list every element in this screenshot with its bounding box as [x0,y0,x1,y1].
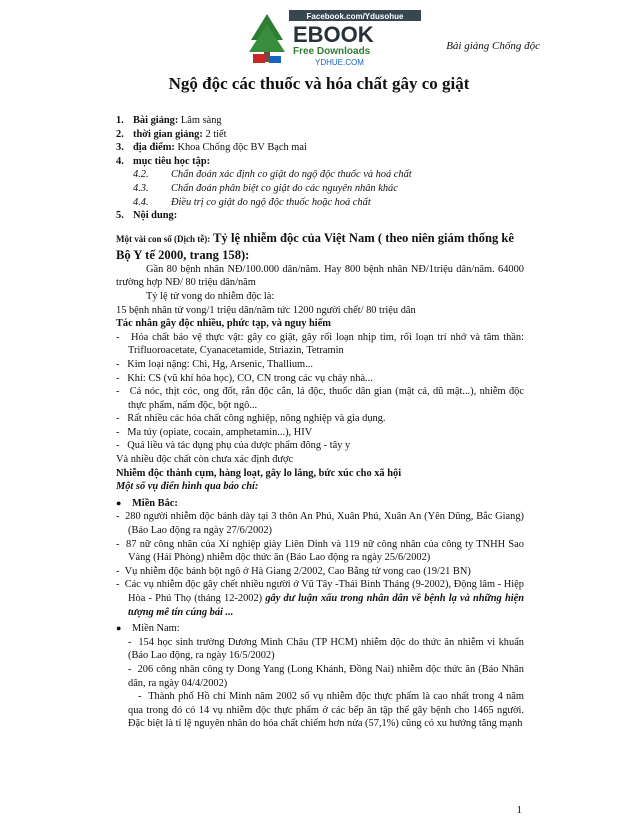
document-body [116,114,524,731]
objective-item: 4.2. Chẩn đoán xác định co giật do ngộ độc thuốc và hoá chất [133,169,412,181]
agent-item: - Ma túy (opiate, cocain, amphetamin...), HIV [116,426,313,438]
stats-paragraph: Gần 80 bệnh nhân NĐ/100.000 dân/năm. Hay 800 bệnh nhân NĐ/1triệu dân/năm. 64000 trường hợp NĐ/ 80 triệu dân/năm [116,263,524,289]
bullet-icon: ● [116,623,122,634]
header-course-title: Bài giảng Chống độc [446,40,540,52]
logo-top-text: Facebook.com/Ydusohue [306,12,404,21]
objective-item: 4.4. Điều trị co giật do ngộ độc thuốc hoặc hoá chất [133,196,371,208]
agent-item: - Cá nóc, thịt cóc, ong đốt, rắn độc cắn, lá độc, thuốc dân gian (mật cá, dũ mật...), nhiễm độc thực phẩm, nấm độc, bột ngô... [116,386,524,411]
north-item: - Vụ nhiễm độc bánh bột ngô ở Hà Giang 2/2002, Cao Bằng tử vong cao (19/21 BN) [116,565,471,577]
south-item: - 154 học sinh trường Dương Minh Châu (TP HCM) nhiễm độc do thức ăn nhiễm vi khuẩn (Báo Lao động, ra ngày 16/5/2002) [128,636,524,662]
page-title: Ngộ độc các thuốc và hóa chất gây co giật [168,74,470,93]
mass-heading: Nhiễm độc thành cụm, hàng loạt, gây lo lắng, bức xúc cho xã hội [116,467,402,479]
north-item: - Các vụ nhiễm độc gây chết nhiều người ở Vũ Tây -Thái Bình Tháng (9-2002), Động lâm - Hiệp Hòa - Phú Thọ (tháng 12-2002) gây dư luận xấu trong nhân dân về bệnh lạ và những hiện tượng mê tín cúng bái ... [116,579,524,618]
logo-sub-text: Free Downloads [293,46,371,57]
stats-heading: Một vài con số (Dịch tễ): Tỷ lệ nhiễm độc của Việt Nam ( theo niên giám thống kê Bộ Y tế 2000, trang 158): [116,230,515,262]
info-list [116,114,524,223]
agent-item: - Rất nhiều các hóa chất công nghiệp, nông nghiệp và gia dụng. [116,413,386,425]
mass-subheading: Một số vụ điển hình qua báo chí: [116,481,259,493]
agent-item: - Quá liều và tác dụng phụ của dược phẩm đông - tây y [116,440,351,452]
objective-item: 4.3. Chẩn đoán phân biệt co giật do các nguyên nhân khác [133,182,398,194]
bullet-icon: ● [116,497,122,508]
list-item: 4. mục tiêu học tập: [116,155,211,167]
stats-mortality-label: Tỷ lệ tử vong do nhiễm độc là: [146,290,275,302]
logo-main-text: EBOOK [293,22,374,47]
tree-icon [249,14,285,63]
north-item: - 280 người nhiễm độc bánh dày tại 3 thôn An Phú, Xuân Phú, Xuân An (Yên Dũng, Bắc Giang) (Báo Lao động ra ngày 27/6/2002) [116,511,525,537]
region-north: ● Miền Bắc: [116,497,178,509]
agents-heading: Tác nhân gây độc nhiều, phức tạp, và nguy hiểm [116,318,331,330]
ebook-logo [245,10,425,68]
list-item: 3. địa điểm: Khoa Chống độc BV Bạch mai [116,142,307,154]
list-item: 1. Bài giảng: Lâm sàng [116,115,222,126]
page-number: 1 [516,804,522,816]
stats-mortality: 15 bệnh nhân tử vong/1 triệu dân/năm tức 1200 người chết/ 80 triệu dân [116,304,416,316]
logo-url-text: YDHUE.COM [315,58,364,67]
list-item: 2. thời gian giảng: 2 tiết [116,128,227,140]
agents-tail: Và nhiều độc chất còn chưa xác định được [116,454,294,466]
region-south: ● Miền Nam: [116,623,180,635]
agent-item: - Kim loại nặng: Chì, Hg, Arsenic, Thallium... [116,358,313,370]
list-item: 5. Nội dung: [116,210,178,222]
agent-item: - Khí: CS (vũ khí hóa học), CO, CN trong các vụ cháy nhà... [116,372,373,384]
agent-item: - Hóa chất bảo vệ thực vật: gây co giật, gây rối loạn nhịp tim, rối loạn trí nhớ và tâm thần: Trifluoroacetate, Cyanacetamide, Striazin, Tetramin [116,331,524,357]
north-item: - 87 nữ công nhân của Xí nghiệp giày Liên Dinh và 119 nữ công nhân của công ty TNHH Sao Vàng (Hải Phòng) nhiễm độc thức ăn (Báo Lao động ra ngày 25/6/2002) [116,538,524,564]
south-item: - Thành phố Hồ chí Minh năm 2002 số vụ nhiễm độc thực phẩm là cao nhất trong 4 năm qua trong đó có 14 vụ nhiễm độc thực phẩm ở các bếp ăn tập thể gây bệnh cho 1465 người. Đặc biệt là tỉ lệ nguyên nhân do hóa chất chiếm hơn nửa (57,1%) cũng có xu hướng tăng mạnh [128,691,524,730]
south-item: - 206 công nhân công ty Dong Yang (Long Khánh, Đồng Nai) nhiễm độc thức ăn (Báo Nhân dân, ra ngày 04/4/2002) [128,663,524,689]
